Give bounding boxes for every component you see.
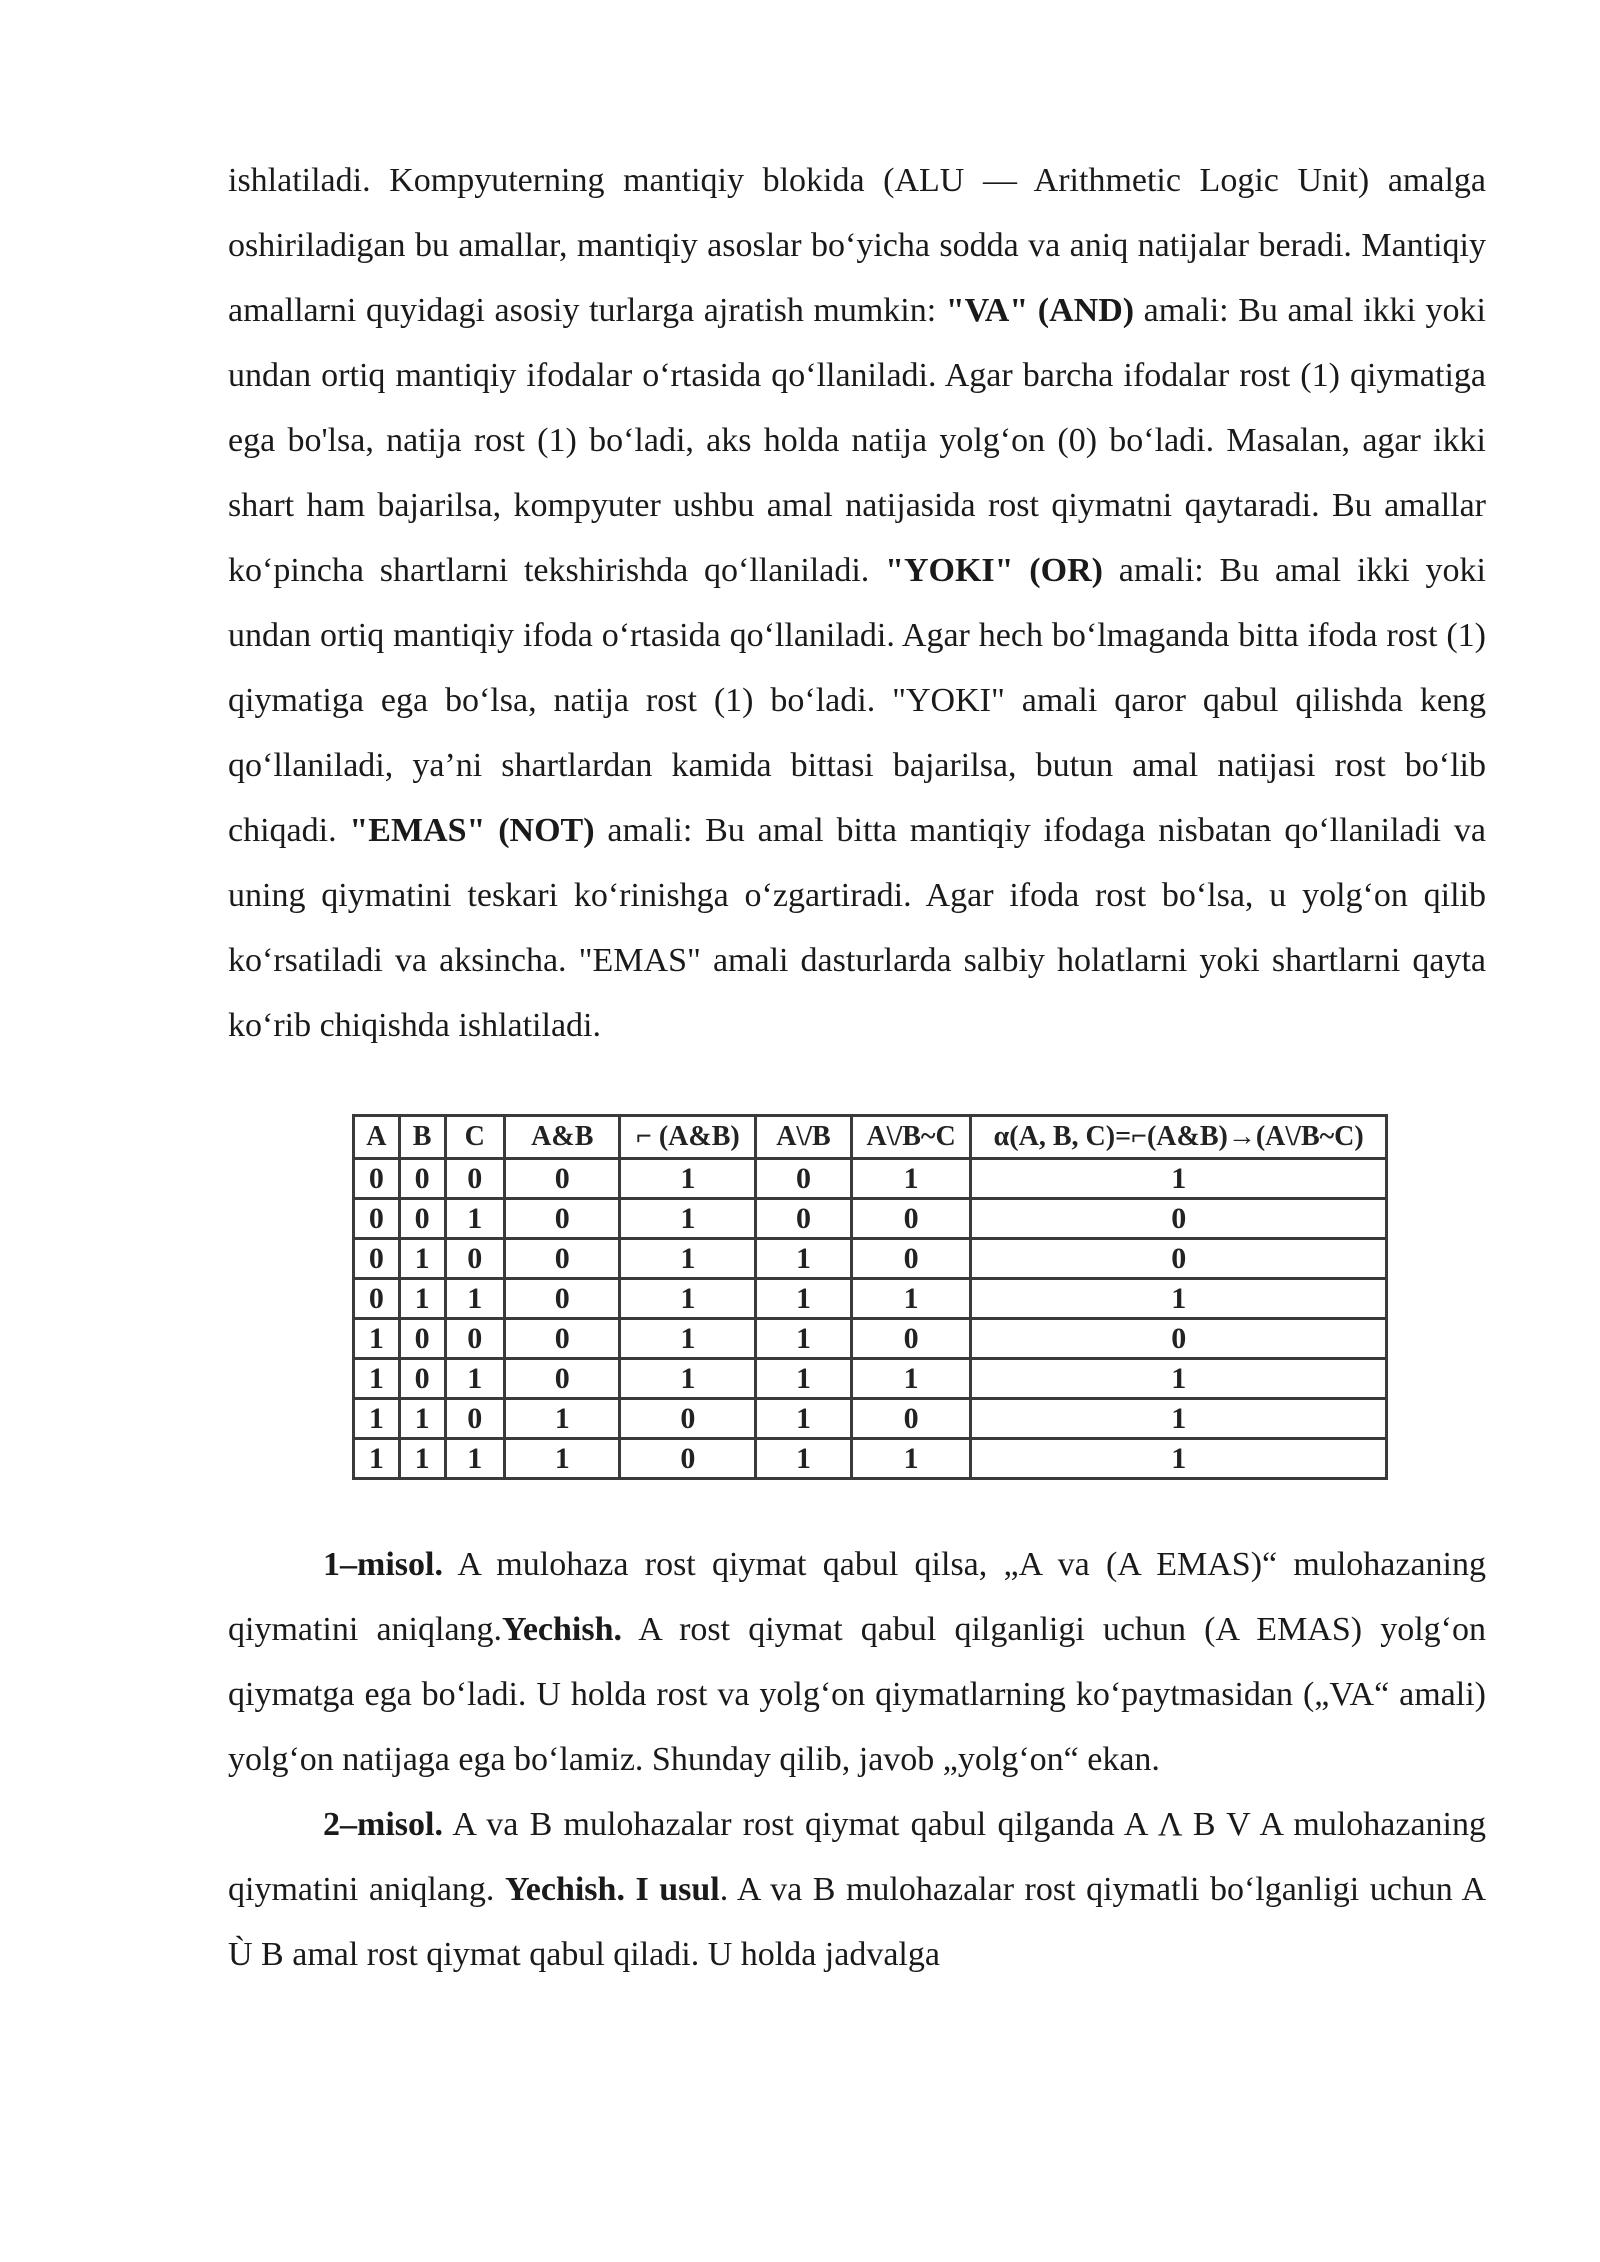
table-row bbox=[354, 1439, 1387, 1479]
table-cell: 1 bbox=[354, 1399, 400, 1439]
table-cell: 0 bbox=[756, 1159, 852, 1199]
table-cell: 1 bbox=[505, 1399, 620, 1439]
table-cell: 0 bbox=[505, 1279, 620, 1319]
table-cell: 0 bbox=[399, 1199, 445, 1239]
table-cell: 0 bbox=[971, 1199, 1387, 1239]
table-row bbox=[354, 1159, 1387, 1199]
emas-not-label: "EMAS" (NOT) bbox=[349, 812, 595, 849]
table-row bbox=[354, 1199, 1387, 1239]
table-cell: 1 bbox=[971, 1359, 1387, 1399]
example-1-label: 1–misol. bbox=[323, 1546, 443, 1583]
table-cell: 0 bbox=[756, 1199, 852, 1239]
table-cell: 0 bbox=[971, 1239, 1387, 1279]
intro-paragraph bbox=[228, 148, 1486, 1058]
table-cell: 0 bbox=[399, 1319, 445, 1359]
table-cell: 1 bbox=[505, 1439, 620, 1479]
table-cell: 0 bbox=[851, 1239, 971, 1279]
table-row bbox=[354, 1239, 1387, 1279]
table-cell: 1 bbox=[445, 1279, 505, 1319]
table-cell: 1 bbox=[620, 1239, 756, 1279]
va-and-label: "VA" (AND) bbox=[945, 292, 1135, 329]
table-cell: 1 bbox=[620, 1279, 756, 1319]
table-cell: 0 bbox=[505, 1239, 620, 1279]
table-cell: 0 bbox=[354, 1279, 400, 1319]
table-cell: 1 bbox=[620, 1359, 756, 1399]
example-2-solution-label: Yechish. I usul bbox=[504, 1871, 720, 1908]
table-cell: 1 bbox=[851, 1439, 971, 1479]
table-cell: 1 bbox=[445, 1439, 505, 1479]
intro-text-4: amali: Bu amal bitta mantiqiy ifodaga nisbatan qo‘llaniladi va uning qiymatini teskari ko‘rinishga o‘zgartiradi. Agar ifoda rost bo‘lsa, u yolg‘on qilib ko‘rsatiladi va aksincha. "EMAS" amali dasturlarda salbiy holatlarni yoki shartlarni qayta ko‘rib chiqishda ishlatiladi. bbox=[228, 812, 1487, 1044]
table-cell: 1 bbox=[756, 1279, 852, 1319]
table-cell: 1 bbox=[620, 1319, 756, 1359]
table-cell: 1 bbox=[399, 1439, 445, 1479]
table-cell: 1 bbox=[399, 1239, 445, 1279]
col-header-not-a-and-b: ⌐ (A&B) bbox=[620, 1116, 756, 1159]
table-row bbox=[354, 1279, 1387, 1319]
table-cell: 1 bbox=[620, 1159, 756, 1199]
table-cell: 1 bbox=[620, 1199, 756, 1239]
example-2-paragraph bbox=[228, 1792, 1486, 1987]
col-header-a: A bbox=[354, 1116, 400, 1159]
table-cell: 1 bbox=[851, 1159, 971, 1199]
table-cell: 0 bbox=[445, 1319, 505, 1359]
table-cell: 0 bbox=[505, 1319, 620, 1359]
col-header-c: C bbox=[445, 1116, 505, 1159]
table-cell: 1 bbox=[971, 1399, 1387, 1439]
table-cell: 0 bbox=[971, 1319, 1387, 1359]
table-cell: 1 bbox=[354, 1319, 400, 1359]
table-cell: 1 bbox=[445, 1199, 505, 1239]
truth-table-container bbox=[352, 1114, 1388, 1480]
table-row bbox=[354, 1399, 1387, 1439]
table-cell: 1 bbox=[851, 1359, 971, 1399]
intro-text-2: amali: Bu amal ikki yoki undan ortiq mantiqiy ifodalar o‘rtasida qo‘llaniladi. Agar barcha ifodalar rost (1) qiymatiga ega bo'lsa, natija rost (1) bo‘ladi, aks holda natija yolg‘on (0) bo‘ladi. Masalan, agar ikki shart ham bajarilsa, kompyuter ushbu amal natijasida rost qiymatni qaytaradi. Bu amallar ko‘pincha shartlarni tekshirishda qo‘llaniladi. bbox=[228, 292, 1486, 589]
table-cell: 0 bbox=[505, 1199, 620, 1239]
table-cell: 0 bbox=[399, 1359, 445, 1399]
table-cell: 1 bbox=[756, 1239, 852, 1279]
table-cell: 1 bbox=[756, 1359, 852, 1399]
table-cell: 1 bbox=[445, 1359, 505, 1399]
table-cell: 0 bbox=[445, 1399, 505, 1439]
col-header-a-or-b: A\/B bbox=[756, 1116, 852, 1159]
table-cell: 1 bbox=[971, 1279, 1387, 1319]
table-row bbox=[354, 1319, 1387, 1359]
col-header-a-or-b-eq-c: A\/B~C bbox=[851, 1116, 971, 1159]
example-1-solution-label: Yechish. bbox=[502, 1611, 623, 1648]
table-cell: 1 bbox=[756, 1439, 852, 1479]
table-cell: 1 bbox=[756, 1399, 852, 1439]
truth-table bbox=[352, 1114, 1388, 1480]
table-cell: 1 bbox=[971, 1439, 1387, 1479]
table-cell: 0 bbox=[620, 1439, 756, 1479]
table-cell: 1 bbox=[851, 1279, 971, 1319]
table-cell: 0 bbox=[505, 1159, 620, 1199]
yoki-or-label: "YOKI" (OR) bbox=[885, 552, 1103, 589]
truth-table-body bbox=[354, 1159, 1387, 1479]
col-header-alpha: α(A, B, C)=⌐(A&B)→(A\/B~C) bbox=[971, 1116, 1387, 1159]
truth-table-header-row bbox=[354, 1116, 1387, 1159]
table-cell: 0 bbox=[851, 1399, 971, 1439]
table-cell: 0 bbox=[445, 1239, 505, 1279]
table-cell: 1 bbox=[971, 1159, 1387, 1199]
table-cell: 0 bbox=[354, 1199, 400, 1239]
example-1-paragraph bbox=[228, 1532, 1486, 1792]
table-cell: 0 bbox=[851, 1199, 971, 1239]
table-cell: 0 bbox=[354, 1159, 400, 1199]
intro-text-3: amali: Bu amal ikki yoki undan ortiq mantiqiy ifoda o‘rtasida qo‘llaniladi. Agar hech bo‘lmaganda bitta ifoda rost (1) qiymatiga ega bo‘lsa, natija rost (1) bo‘ladi. "YOKI" amali qaror qabul qilishda keng qo‘llaniladi, ya’ni shartlardan kamida bittasi bajarilsa, butun amal natijasi rost bo‘lib chiqadi. bbox=[228, 552, 1486, 849]
example-1-text-2: A rost qiymat qabul qilganligi uchun (A EMAS) yolg‘on qiymatga ega bo‘ladi. U holda rost va yolg‘on qiymatlarning ko‘paytmasidan („VA“ amali) yolg‘on natijaga ega bo‘lamiz. Shunday qilib, javob „yolg‘on“ ekan. bbox=[228, 1611, 1486, 1778]
col-header-b: B bbox=[399, 1116, 445, 1159]
table-cell: 0 bbox=[445, 1159, 505, 1199]
table-cell: 0 bbox=[851, 1319, 971, 1359]
example-2-text-2: . A va B mulohazalar rost qiymatli bo‘lganligi uchun A Ù B amal rost qiymat qabul qiladi. U holda jadvalga bbox=[228, 1871, 1486, 1973]
table-cell: 1 bbox=[354, 1359, 400, 1399]
table-cell: 1 bbox=[399, 1279, 445, 1319]
table-cell: 0 bbox=[399, 1159, 445, 1199]
table-row bbox=[354, 1359, 1387, 1399]
table-cell: 1 bbox=[354, 1439, 400, 1479]
example-1-text-1: A mulohaza rost qiymat qabul qilsa, „A va (A EMAS)“ mulohazaning qiymatini aniqlang. bbox=[228, 1546, 1486, 1648]
table-cell: 0 bbox=[620, 1399, 756, 1439]
document-page bbox=[228, 148, 1486, 1987]
table-cell: 0 bbox=[354, 1239, 400, 1279]
example-2-text-1: A va B mulohazalar rost qiymat qabul qilganda A Λ B V A mulohazaning qiymatini aniqlang. bbox=[228, 1806, 1486, 1908]
col-header-a-and-b: A&B bbox=[505, 1116, 620, 1159]
intro-text-1: ishlatiladi. Kompyuterning mantiqiy blokida (ALU — Arithmetic Logic Unit) amalga oshiriladigan bu amallar, mantiqiy asoslar bo‘yicha sodda va aniq natijalar beradi. Mantiqiy amallarni quyidagi asosiy turlarga ajratish mumkin: bbox=[228, 162, 1486, 329]
example-2-label: 2–misol. bbox=[323, 1806, 443, 1843]
table-cell: 0 bbox=[505, 1359, 620, 1399]
table-cell: 1 bbox=[756, 1319, 852, 1359]
table-cell: 1 bbox=[399, 1399, 445, 1439]
